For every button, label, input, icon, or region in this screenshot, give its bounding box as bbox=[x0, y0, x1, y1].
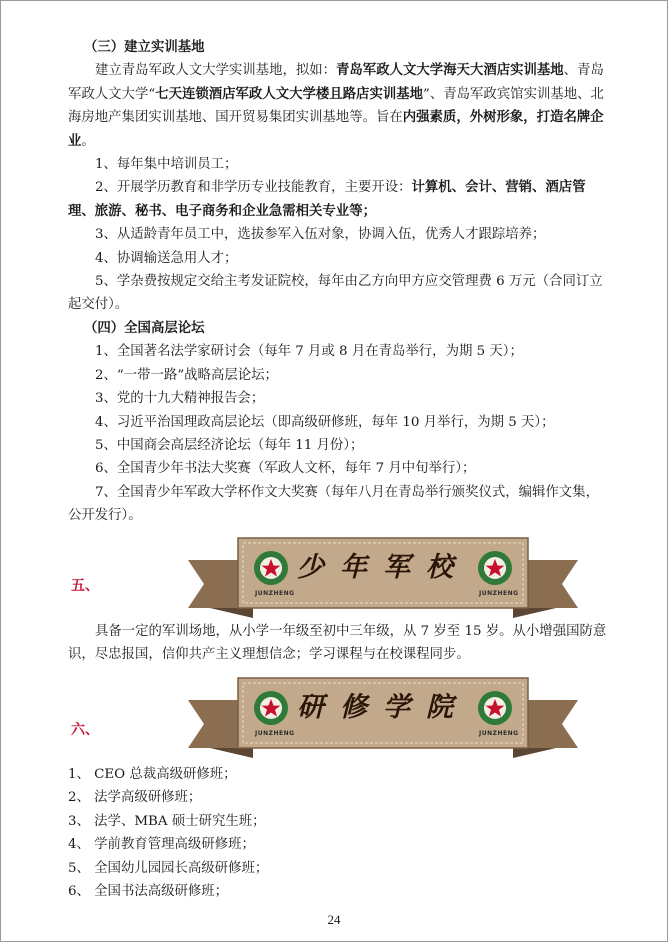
emblem-caption-left: JUNZHENG bbox=[255, 590, 295, 597]
list-item: 1、全国著名法学家研讨会（每年 7 月或 8 月在青岛举行，为期 5 天）； bbox=[95, 344, 523, 360]
list-item: 1、每年集中培训员工； bbox=[95, 157, 238, 173]
list-item: 2、开展学历教育和非学历专业技能教育，主要开设：计算机、会计、营销、酒店管理、旅游、秘书、电子商务和企业急需相关专业等； bbox=[68, 179, 586, 219]
document-body bbox=[68, 36, 608, 528]
list-item: 1、 CEO 总裁高级研修班； bbox=[68, 767, 237, 782]
ribbon-banner bbox=[168, 532, 598, 620]
section5-banner-row bbox=[68, 532, 608, 620]
section5-label: 五、 bbox=[71, 578, 99, 594]
emblem-caption-left: JUNZHENG bbox=[255, 730, 295, 737]
section3-paragraph: 建立青岛军政人文大学实训基地，拟如：青岛军政人文大学海天大酒店实训基地、青岛军政人文大学“七天连锁酒店军政人文大学楼且路店实训基地”、青岛军政宾馆实训基地、北海房地产集团实训基地、国开贸易集团实训基地等。旨在内强素质，外树形象，打造名牌企业。 bbox=[68, 62, 604, 149]
list-item: 7、全国青少年军政大学杯作文大奖赛（每年八月在青岛举行颁奖仪式，编辑作文集，公开发行）。 bbox=[68, 484, 599, 524]
section6-label: 六、 bbox=[71, 722, 99, 738]
section4-heading: （四）全国高层论坛 bbox=[84, 319, 205, 336]
list-item: 4、习近平治国理政高层论坛（即高级研修班，每年 10 月举行，为期 5 天）； bbox=[95, 414, 555, 430]
list-item: 5、学杂费按规定交给主考发证院校，每年由乙方向甲方应交管理费 6 万元（合同订立起交付）。 bbox=[68, 274, 603, 313]
list-item: 3、从适龄青年员工中，选拔参军入伍对象，协调入伍，优秀人才跟踪培养； bbox=[95, 227, 546, 243]
emblem-caption-right: JUNZHENG bbox=[479, 590, 519, 597]
section6-banner-row bbox=[68, 672, 608, 760]
section5-paragraph: 具备一定的军训场地，从小学一年级至初中三年级，从 7 岁至 15 岁。从小增强国防意识，尽忠报国，信仰共产主义理想信念；学习课程与在校课程同步。 bbox=[68, 624, 607, 663]
ribbon-banner bbox=[168, 672, 598, 760]
list-item: 6、 全国书法高级研修班； bbox=[68, 884, 229, 900]
list-item: 2、“一带一路”战略高层论坛； bbox=[95, 367, 278, 383]
list-item: 3、党的十九大精神报告会； bbox=[95, 391, 265, 407]
list-item: 4、协调输送急用人才； bbox=[95, 250, 238, 266]
list-item: 6、全国青少年书法大奖赛（军政人文杯，每年 7 月中旬举行）； bbox=[95, 461, 476, 477]
section3-heading: （三）建立实训基地 bbox=[84, 39, 205, 55]
list-item: 3、 法学、MBA 硕士研究生班； bbox=[68, 813, 266, 829]
list-item: 4、 学前教育管理高级研修班； bbox=[68, 837, 255, 853]
banner-title: 研修学院 bbox=[297, 692, 469, 723]
section5-body bbox=[68, 620, 608, 667]
list-item: 5、 全国幼儿园园长高级研修班； bbox=[68, 860, 269, 876]
section6-list bbox=[68, 763, 608, 903]
list-item: 5、中国商会高层经济论坛（每年 11 月份）； bbox=[95, 437, 364, 453]
page-number: 24 bbox=[327, 912, 341, 927]
list-item: 2、 法学高级研修班； bbox=[68, 790, 202, 806]
emblem-caption-right: JUNZHENG bbox=[479, 730, 519, 737]
banner-title: 少年军校 bbox=[297, 552, 469, 583]
